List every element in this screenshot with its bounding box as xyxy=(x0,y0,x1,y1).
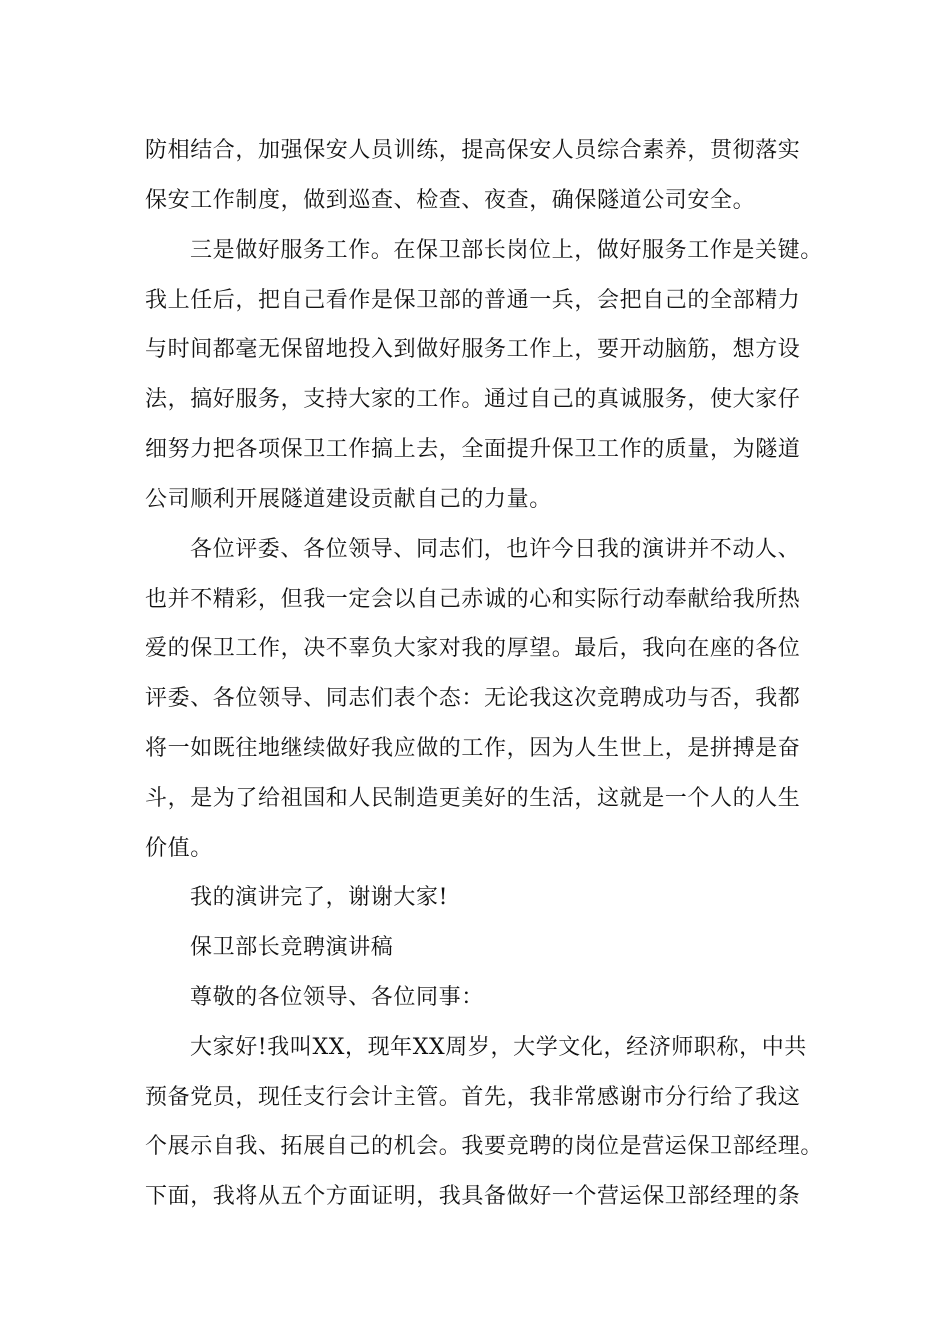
text-line: 个展示自我、拓展自己的机会。我要竞聘的岗位是营运保卫部经理。 xyxy=(145,1134,824,1159)
salutation-line: 尊敬的各位领导、各位同事： xyxy=(190,985,484,1010)
text-line: 下面，我将从五个方面证明，我具备做好一个营运保卫部经理的条 xyxy=(145,1184,801,1209)
text-line: 法，搞好服务，支持大家的工作。通过自己的真诚服务，使大家仔 xyxy=(145,387,801,412)
text-line: 斗，是为了给祖国和人民制造更美好的生活，这就是一个人的人生 xyxy=(145,786,801,811)
text-line: 也并不精彩，但我一定会以自己赤诚的心和实际行动奉献给我所热 xyxy=(145,587,801,612)
text-line: 大家好!我叫XX，现年XX周岁，大学文化，经济师职称，中共 xyxy=(190,1035,807,1060)
text-line: 预备党员，现任支行会计主管。首先，我非常感谢市分行给了我这 xyxy=(145,1085,801,1110)
text-line: 爱的保卫工作，决不辜负大家对我的厚望。最后，我向在座的各位 xyxy=(145,636,801,661)
text-line: 评委、各位领导、同志们表个态：无论我这次竞聘成功与否，我都 xyxy=(145,686,801,711)
text-line: 将一如既往地继续做好我应做的工作，因为人生世上，是拼搏是奋 xyxy=(145,736,801,761)
text-line: 各位评委、各位领导、同志们，也许今日我的演讲并不动人、 xyxy=(190,537,801,562)
text-line: 保安工作制度，做到巡查、检查、夜查，确保隧道公司安全。 xyxy=(145,188,756,213)
text-line: 公司顺利开展隧道建设贡献自己的力量。 xyxy=(145,487,552,512)
text-line: 三是做好服务工作。在保卫部长岗位上，做好服务工作是关键。 xyxy=(190,238,823,263)
text-line: 价值。 xyxy=(145,836,213,861)
text-line: 与时间都毫无保留地投入到做好服务工作上，要开动脑筋，想方设 xyxy=(145,337,801,362)
text-line: 我的演讲完了，谢谢大家! xyxy=(190,885,449,910)
text-line: 细努力把各项保卫工作搞上去，全面提升保卫工作的质量，为隧道 xyxy=(145,437,801,462)
text-line: 防相结合，加强保安人员训练，提高保安人员综合素养，贯彻落实 xyxy=(145,138,801,163)
text-line: 我上任后，把自己看作是保卫部的普通一兵，会把自己的全部精力 xyxy=(145,288,801,313)
heading-line: 保卫部长竞聘演讲稿 xyxy=(190,935,394,960)
